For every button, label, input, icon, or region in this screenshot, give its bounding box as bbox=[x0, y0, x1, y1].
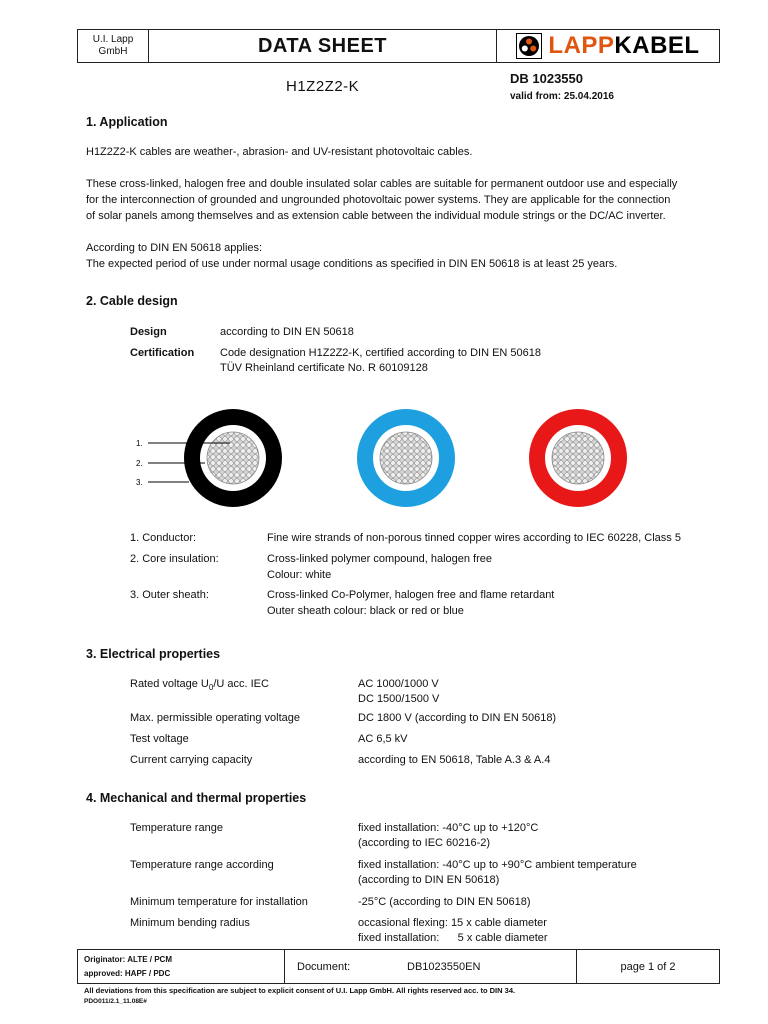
electrical-label: Test voltage bbox=[130, 733, 189, 745]
cable-cross-section-diagram bbox=[120, 400, 640, 520]
rated-label-a: Rated voltage U bbox=[130, 678, 209, 690]
document-value: DB1023550EN bbox=[407, 960, 481, 973]
part-value-line: Cross-linked polymer compound, halogen free bbox=[267, 553, 493, 565]
part-value-line: Cross-linked Co-Polymer, halogen free and flame retardant bbox=[267, 589, 555, 601]
mechanical-value-line: fixed installation: 5 x cable diameter bbox=[358, 932, 548, 944]
electrical-value: according to EN 50618, Table A.3 & A.4 bbox=[358, 754, 551, 766]
mechanical-value-line: fixed installation: -40°C up to +90°C ambient temperature bbox=[358, 859, 637, 871]
marker-2: 2. bbox=[136, 459, 143, 468]
electrical-value-line: AC 1000/1000 V bbox=[358, 678, 439, 690]
page-number: page 1 of 2 bbox=[620, 960, 676, 973]
certification-line: TÜV Rheinland certificate No. R 60109128 bbox=[220, 362, 428, 374]
section-mechanical-heading: 4. Mechanical and thermal properties bbox=[86, 791, 307, 805]
section-cable-design-heading: 2. Cable design bbox=[86, 294, 178, 308]
mechanical-value-line: fixed installation: -40°C up to +120°C bbox=[358, 822, 539, 834]
application-paragraph-3 bbox=[86, 240, 726, 272]
electrical-label: Current carrying capacity bbox=[130, 754, 253, 766]
cable-black bbox=[184, 409, 282, 507]
part-value-line: Outer sheath colour: black or red or blue bbox=[267, 605, 464, 617]
certification-line: Code designation H1Z2Z2-K, certified according to DIN EN 50618 bbox=[220, 347, 542, 359]
logo-word-kabel: KABEL bbox=[614, 32, 700, 59]
company-line1: U.I. Lapp bbox=[92, 34, 134, 45]
footer-document-cell bbox=[285, 950, 577, 983]
cable-red bbox=[529, 409, 627, 507]
application-line: These cross-linked, halogen free and double insulated solar cables are suitable for permanent outdoor use and especially bbox=[86, 178, 678, 190]
part-label: 3. Outer sheath: bbox=[130, 589, 209, 601]
originator: Originator: ALTE / PCM bbox=[84, 954, 172, 964]
section-application-heading: 1. Application bbox=[86, 115, 168, 129]
footer-box bbox=[77, 949, 720, 984]
header-box bbox=[77, 29, 720, 63]
mechanical-value-line: occasional flexing: 15 x cable diameter bbox=[358, 917, 547, 929]
db-number: DB 1023550 bbox=[510, 71, 583, 86]
certification-label: Certification bbox=[130, 347, 195, 359]
design-value: according to DIN EN 50618 bbox=[220, 326, 354, 338]
footer-originator-cell bbox=[78, 950, 285, 983]
valid-from: valid from: 25.04.2016 bbox=[510, 91, 614, 102]
mechanical-value bbox=[358, 821, 718, 851]
part-value: Fine wire strands of non-porous tinned copper wires according to IEC 60228, Class 5 bbox=[267, 532, 681, 544]
mechanical-value-line: (according to IEC 60216-2) bbox=[358, 837, 491, 849]
electrical-value bbox=[358, 677, 718, 707]
mechanical-label: Temperature range bbox=[130, 822, 223, 834]
mechanical-label: Minimum bending radius bbox=[130, 917, 250, 929]
lapp-kabel-logo bbox=[497, 30, 719, 62]
cable-blue bbox=[357, 409, 455, 507]
application-paragraph-1: H1Z2Z2-K cables are weather-, abrasion- and UV-resistant photovoltaic cables. bbox=[86, 146, 473, 158]
part-label: 1. Conductor: bbox=[130, 532, 197, 544]
electrical-label: Max. permissible operating voltage bbox=[130, 712, 300, 724]
part-value-line: Colour: white bbox=[267, 569, 332, 581]
document-label: Document: bbox=[297, 960, 351, 973]
part-label: 2. Core insulation: bbox=[130, 553, 219, 565]
footer-legal-note: All deviations from this specification are subject to explicit consent of U.I. Lapp GmbH. All rights reserved acc. to DIN 34. bbox=[84, 986, 516, 995]
marker-3: 3. bbox=[136, 478, 143, 487]
application-line: The expected period of use under normal usage conditions as specified in DIN EN 50618 is at least 25 years. bbox=[86, 258, 618, 270]
rated-label-sub: 0 bbox=[208, 683, 214, 693]
rated-label-b: /U acc. IEC bbox=[213, 678, 269, 690]
application-line: According to DIN EN 50618 applies: bbox=[86, 242, 263, 254]
approved: approved: HAPF / PDC bbox=[84, 968, 171, 978]
company-cell bbox=[78, 30, 149, 62]
electrical-value-line: DC 1500/1500 V bbox=[358, 693, 440, 705]
footer-form-code: PDO011/2.1_11.08E# bbox=[84, 998, 147, 1005]
mechanical-value-line: (according to DIN EN 50618) bbox=[358, 874, 500, 886]
electrical-value: AC 6,5 kV bbox=[358, 733, 408, 745]
product-name: H1Z2Z2-K bbox=[286, 78, 360, 95]
application-line: for the interconnection of grounded and ungrounded photovoltaic power systems. They are applicable for the connection bbox=[86, 194, 671, 206]
mechanical-label: Minimum temperature for installation bbox=[130, 896, 308, 908]
mechanical-value bbox=[358, 858, 718, 888]
part-value bbox=[267, 551, 727, 583]
design-label: Design bbox=[130, 326, 167, 338]
electrical-value: DC 1800 V (according to DIN EN 50618) bbox=[358, 712, 557, 724]
mechanical-value bbox=[358, 916, 718, 946]
logo-wordmark bbox=[548, 32, 699, 60]
marker-1: 1. bbox=[136, 439, 143, 448]
certification-value bbox=[220, 346, 541, 376]
application-line: of solar panels among themselves and as extension cable between the individual module strings or the DC/AC inverter. bbox=[86, 210, 666, 222]
logo-word-lapp: LAPP bbox=[548, 32, 615, 59]
part-value bbox=[267, 587, 727, 619]
section-electrical-heading: 3. Electrical properties bbox=[86, 647, 221, 661]
mechanical-value: -25°C (according to DIN EN 50618) bbox=[358, 896, 531, 908]
cable-cross-section-logo-icon bbox=[516, 33, 542, 59]
electrical-label bbox=[130, 677, 350, 695]
mechanical-label: Temperature range according bbox=[130, 859, 274, 871]
application-paragraph-2 bbox=[86, 176, 726, 224]
company-line2: GmbH bbox=[98, 46, 128, 57]
document-type-title: DATA SHEET bbox=[149, 30, 497, 62]
